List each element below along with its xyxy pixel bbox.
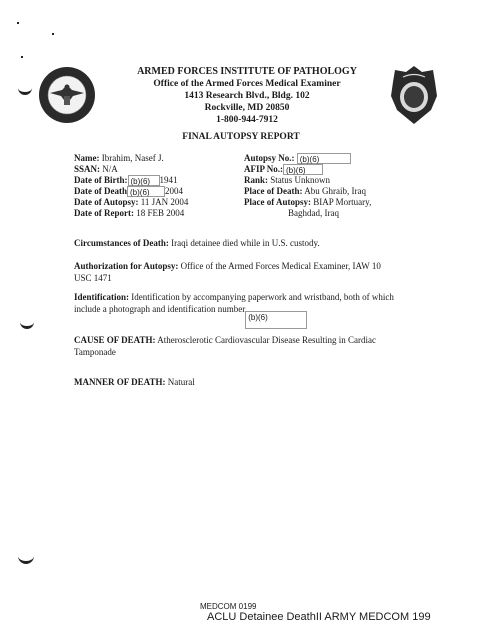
cause-line-1 bbox=[74, 335, 444, 347]
manner-label: MANNER OF DEATH: bbox=[74, 377, 166, 387]
field-autopsy-number bbox=[244, 153, 351, 164]
identification-text: Identification by accompanying paperwork and wristband, both of which bbox=[131, 292, 394, 302]
field-label: Date of Birth: bbox=[74, 175, 128, 185]
field-label: Name: bbox=[74, 153, 100, 163]
field-ssan bbox=[74, 164, 118, 175]
field-value: N/A bbox=[102, 164, 118, 174]
field-label: Date of Autopsy: bbox=[74, 197, 139, 207]
field-label: AFIP No.: bbox=[244, 164, 283, 174]
report-title: FINAL AUTOPSY REPORT bbox=[182, 132, 300, 142]
manner-of-death bbox=[74, 377, 434, 389]
authorization-line-2: USC 1471 bbox=[74, 272, 112, 283]
institute-name: ARMED FORCES INSTITUTE OF PATHOLOGY bbox=[137, 66, 357, 77]
scan-speck bbox=[52, 33, 54, 35]
field-date-of-death bbox=[74, 186, 183, 197]
redaction-box: (b)(6) bbox=[283, 164, 323, 175]
field-date-of-birth bbox=[74, 175, 178, 186]
field-value: 11 JAN 2004 bbox=[140, 197, 189, 207]
cause-line-2: Tamponade bbox=[74, 346, 116, 357]
field-value: Abu Ghraib, Iraq bbox=[304, 186, 366, 196]
identification-line-2 bbox=[74, 304, 444, 329]
field-date-of-autopsy bbox=[74, 197, 188, 208]
authorization-line-1 bbox=[74, 261, 444, 273]
field-place-of-autopsy-line-2: Baghdad, Iraq bbox=[288, 208, 339, 218]
field-value: 2004 bbox=[165, 186, 183, 196]
field-label: Date of Report: bbox=[74, 208, 134, 218]
authorization-text: Office of the Armed Forces Medical Examiner, IAW 10 bbox=[180, 261, 381, 271]
authorization-for-autopsy bbox=[74, 261, 444, 284]
field-place-of-death bbox=[244, 186, 366, 197]
cause-text: Atherosclerotic Cardiovascular Disease Resulting in Cardiac bbox=[157, 335, 376, 345]
manner-text: Natural bbox=[167, 377, 195, 387]
circumstances-text: Iraqi detainee died while in U.S. custody. bbox=[171, 238, 320, 248]
redaction-box: (b)(6) bbox=[127, 186, 165, 197]
phone-number: 1-800-944-7912 bbox=[216, 115, 278, 125]
cause-of-death bbox=[74, 335, 444, 358]
field-value: Ibrahim, Nasef J. bbox=[101, 153, 164, 163]
address-line-1: 1413 Research Blvd., Bldg. 102 bbox=[184, 91, 310, 101]
punch-mark bbox=[20, 320, 34, 329]
field-label: Date of Death bbox=[74, 186, 127, 196]
field-value: Status Unknown bbox=[270, 175, 331, 185]
field-name bbox=[74, 153, 164, 164]
field-value: 18 FEB 2004 bbox=[136, 208, 185, 218]
authorization-label: Authorization for Autopsy: bbox=[74, 261, 179, 271]
field-value: 1941 bbox=[159, 175, 178, 185]
office-name: Office of the Armed Forces Medical Examiner bbox=[153, 79, 341, 89]
circumstances-of-death bbox=[74, 238, 434, 250]
redaction-box: (b)(6) bbox=[297, 153, 351, 164]
field-label: Place of Death: bbox=[244, 186, 303, 196]
redaction-box: (b)(6) bbox=[128, 175, 160, 186]
identification bbox=[74, 292, 444, 329]
field-label: SSAN: bbox=[74, 164, 101, 174]
field-date-of-report bbox=[74, 208, 184, 219]
identification-line-1 bbox=[74, 292, 444, 304]
field-label: Rank: bbox=[244, 175, 269, 185]
identification-label: Identification: bbox=[74, 292, 129, 302]
redaction-box: (b)(6) bbox=[245, 311, 307, 329]
field-label: Place of Autopsy: bbox=[244, 197, 311, 207]
field-label: Autopsy No.: bbox=[244, 153, 295, 163]
scan-speck bbox=[17, 22, 19, 24]
scan-speck bbox=[21, 56, 23, 58]
address-line-2: Rockville, MD 20850 bbox=[204, 103, 290, 113]
field-place-of-autopsy bbox=[244, 197, 371, 208]
medcom-stamp: MEDCOM 0199 bbox=[200, 602, 257, 611]
field-afip-number bbox=[244, 164, 323, 175]
punch-mark bbox=[18, 555, 34, 564]
field-value: BIAP Mortuary, bbox=[313, 197, 372, 207]
circumstances-label: Circumstances of Death: bbox=[74, 238, 169, 248]
cause-label: CAUSE OF DEATH: bbox=[74, 335, 156, 345]
identification-text-2: include a photograph and identification number bbox=[74, 303, 246, 314]
aclu-caption: ACLU Detainee DeathII ARMY MEDCOM 199 bbox=[207, 611, 431, 623]
field-rank bbox=[244, 175, 330, 186]
